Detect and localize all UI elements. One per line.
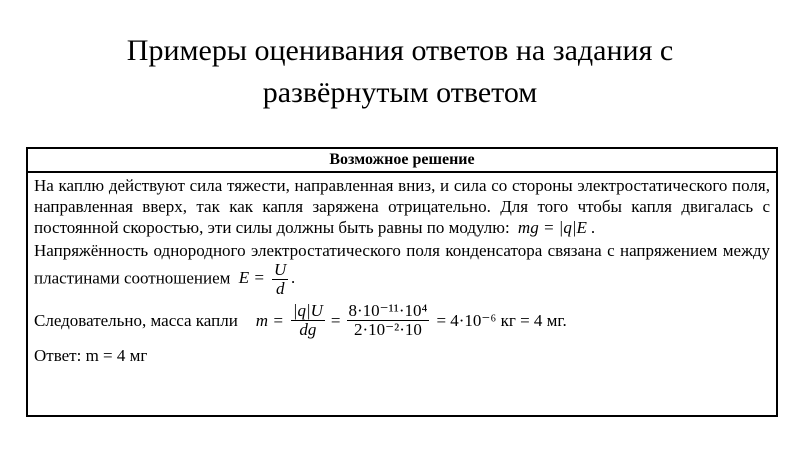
force-balance-formula: mg = |q|E [517, 218, 587, 237]
solution-header: Возможное решение [28, 149, 776, 173]
answer-line: Ответ: m = 4 мг [34, 346, 148, 365]
equals-sign: = [330, 311, 341, 330]
slide-title-line-1: Примеры оценивания ответов на задания с [126, 34, 674, 67]
solution-paragraph-1: На каплю действуют сила тяжести, направленная вниз, и сила со стороны электростатического поля, направленная вверх, так как капля заряжена отрицательно. Для того чтобы капля двигалась с постоянной скоростью, эти силы должны быть равны по модулю: mg = |q|E . [34, 176, 770, 237]
mass-fraction-numeric-numerator: 8·10⁻¹¹·10⁴ [348, 301, 428, 320]
mass-fraction-numeric-denominator: 2·10⁻²·10 [354, 320, 422, 339]
mass-result: = 4·10⁻⁶ кг = 4 мг. [436, 311, 567, 330]
mass-fraction-symbolic-numerator: |q|U [292, 301, 323, 320]
mass-fraction-symbolic-denominator: dg [299, 320, 317, 339]
field-strength-formula: E = $\frac{U}{d}$ . [238, 260, 296, 298]
paragraph-1-text: На каплю действуют сила тяжести, направленная вниз, и сила со стороны электростатического поля, направленная вверх, так как капля заряжена отрицательно. Для того чтобы капля двигалась с постоянной скоростью, эти силы должны быть равны по модулю: [34, 176, 770, 237]
field-formula-fraction [272, 261, 288, 298]
slide-title-line-2: развёрнутым ответом [262, 76, 538, 109]
mass-fraction-numeric [347, 302, 430, 339]
paragraph-2-text: Напряжённость однородного электростатического поля конденсатора связана с напряжением между пластинами соотношением [34, 241, 770, 288]
mass-lhs: m = [255, 311, 284, 330]
mass-fraction-symbolic [291, 302, 325, 339]
slide-title [0, 30, 800, 114]
solution-paragraph-2 [34, 240, 770, 298]
solution-table [26, 147, 778, 417]
mass-label: Следовательно, масса капли [34, 311, 238, 330]
mass-calculation-row [34, 302, 770, 339]
field-formula-lhs: E = [238, 268, 265, 288]
solution-body [28, 173, 776, 366]
field-formula-numerator: U [274, 260, 287, 279]
field-formula-denominator: d [275, 279, 285, 298]
